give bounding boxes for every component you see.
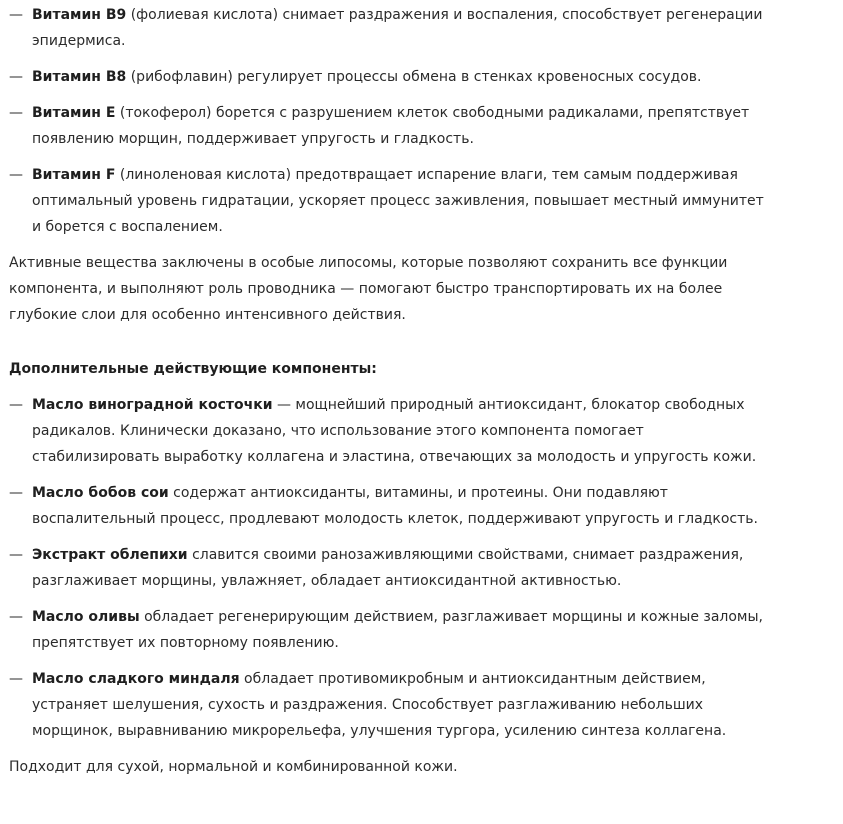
list-dash: — bbox=[9, 671, 23, 687]
item-name: Витамин F bbox=[32, 167, 116, 183]
vitamins-list bbox=[9, 2, 769, 240]
item-name: Масло виноградной косточки bbox=[32, 397, 273, 413]
list-item bbox=[9, 64, 769, 90]
list-item bbox=[9, 392, 769, 470]
item-description: славится своими ранозаживляющими свойствами, снимает раздражения, разглаживает морщины, увлажняет, обладает антиоксидантной активностью. bbox=[32, 547, 744, 589]
item-name: Экстракт облепихи bbox=[32, 547, 188, 563]
list-dash: — bbox=[9, 397, 23, 413]
item-description: — мощнейший природный антиоксидант, блокатор свободных радикалов. Клинически доказано, что использование этого компонента помогает стабилизировать выработку коллагена и эластина, отвечающих за молодость и упругость кожи. bbox=[32, 397, 757, 465]
item-name: Витамин В9 bbox=[32, 7, 127, 23]
list-item bbox=[9, 542, 769, 594]
list-dash: — bbox=[9, 105, 23, 121]
section-title: Дополнительные действующие компоненты: bbox=[9, 361, 377, 377]
list-dash: — bbox=[9, 7, 23, 23]
item-description: обладает регенерирующим действием, разглаживает морщины и кожные заломы, препятствует их повторному появлению. bbox=[32, 609, 763, 651]
list-item bbox=[9, 604, 769, 656]
list-item bbox=[9, 480, 769, 532]
skin-type-paragraph: Подходит для сухой, нормальной и комбинированной кожи. bbox=[9, 759, 458, 775]
components-list bbox=[9, 392, 769, 744]
item-description: (рибофлавин) регулирует процессы обмена в стенках кровеносных сосудов. bbox=[126, 69, 702, 85]
item-name: Витамин Е bbox=[32, 105, 116, 121]
item-name: Масло сладкого миндаля bbox=[32, 671, 240, 687]
active-substances-paragraph: Активные вещества заключены в особые липосомы, которые позволяют сохранить все функции компонента, и выполняют роль проводника — помогают быстро транспортировать их на более глубокие слои для особенно интенсивного действия. bbox=[9, 255, 728, 323]
item-name: Масло бобов сои bbox=[32, 485, 169, 501]
list-dash: — bbox=[9, 485, 23, 501]
list-item bbox=[9, 666, 769, 744]
list-dash: — bbox=[9, 547, 23, 563]
list-item bbox=[9, 162, 769, 240]
item-name: Масло оливы bbox=[32, 609, 140, 625]
list-dash: — bbox=[9, 167, 23, 183]
item-description: обладает противомикробным и антиоксидантным действием, устраняет шелушения, сухость и раздражения. Способствует разглаживанию небольших морщинок, выравниванию микрорельефа, улучшения тургора, усилению синтеза коллагена. bbox=[32, 671, 727, 739]
item-description: содержат антиоксиданты, витамины, и протеины. Они подавляют воспалительный процесс, продлевают молодость клеток, поддерживают упругость и гладкость. bbox=[32, 485, 758, 527]
list-item bbox=[9, 100, 769, 152]
list-dash: — bbox=[9, 609, 23, 625]
item-description: (токоферол) борется с разрушением клеток свободными радикалами, препятствует появлению морщин, поддерживает упругость и гладкость. bbox=[32, 105, 750, 147]
list-item bbox=[9, 2, 769, 54]
item-name: Витамин В8 bbox=[32, 69, 127, 85]
item-description: (линоленовая кислота) предотвращает испарение влаги, тем самым поддерживая оптимальный уровень гидратации, ускоряет процесс заживления, повышает местный иммунитет и борется с воспалением. bbox=[32, 167, 764, 235]
list-dash: — bbox=[9, 69, 23, 85]
item-description: (фолиевая кислота) снимает раздражения и воспаления, способствует регенерации эпидермиса. bbox=[32, 7, 763, 49]
